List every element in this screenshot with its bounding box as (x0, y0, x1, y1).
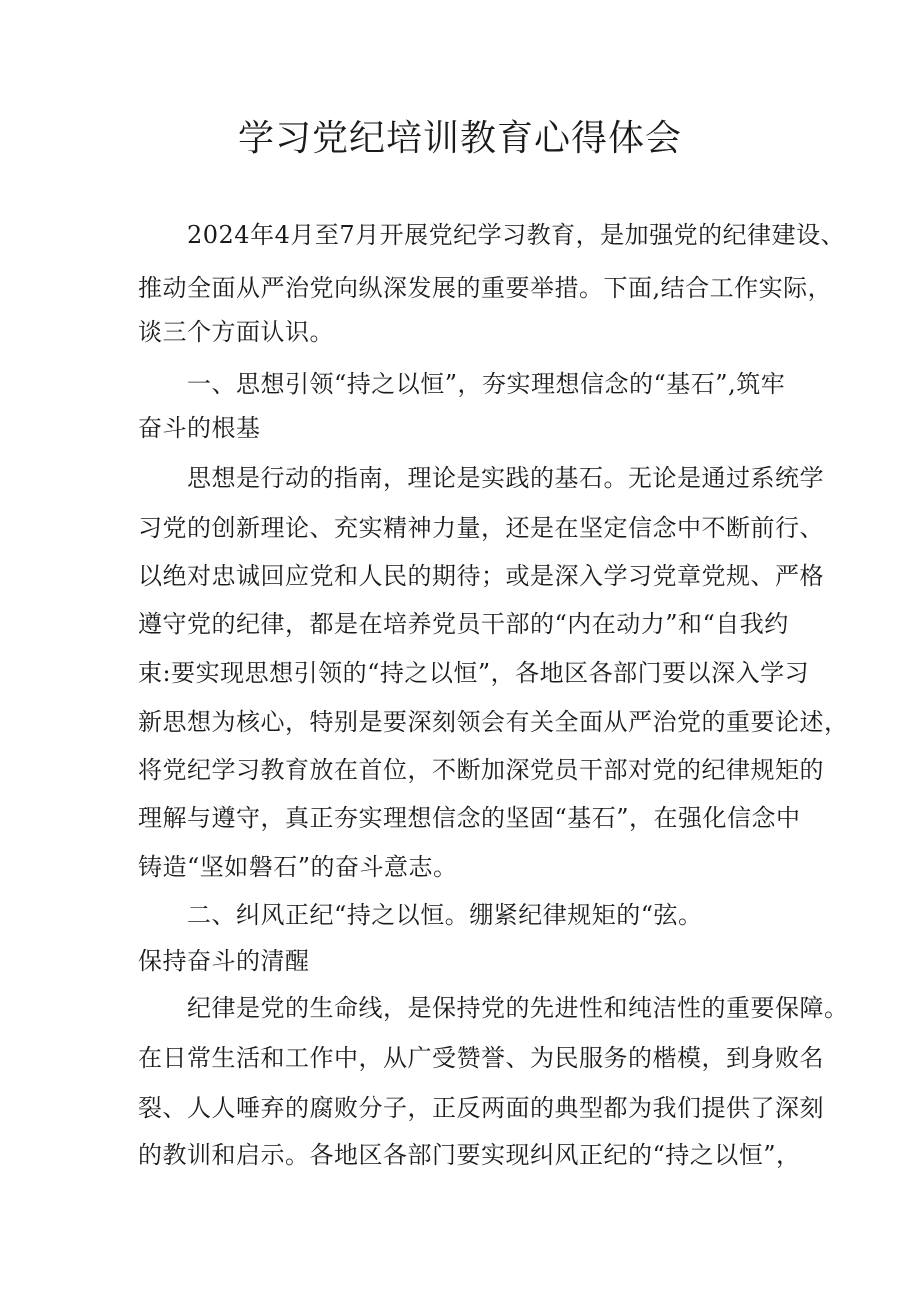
paragraph-line: 以绝对忠诚回应党和人民的期待；或是深入学习党章党规、严格 (138, 562, 824, 590)
paragraph-line: 谈三个方面认识。 (138, 318, 334, 346)
paragraph-line: 束:要实现思想引领的“持之以恒”，各地区各部门要以深入学习 (138, 659, 810, 687)
section-heading-line: 二、纠风正纪“持之以恒。绷紧纪律规矩的“弦。 (187, 901, 703, 929)
paragraph-line: 纪律是党的生命线，是保持党的先进性和纯洁性的重要保障。 (187, 994, 849, 1022)
document-title: 学习党纪培训教育心得体会 (237, 118, 682, 159)
section-heading-line: 保持奋斗的清醒 (138, 947, 310, 975)
paragraph-line: 新思想为核心，特别是要深刻领会有关全面从严治党的重要论述， (138, 708, 849, 736)
paragraph-line: 习党的创新理论、充实精神力量，还是在坚定信念中不断前行、 (138, 514, 824, 542)
paragraph-line: 推动全面从严治党向纵深发展的重要举措。下面,结合工作实际， (138, 274, 833, 302)
paragraph-line: 将党纪学习教育放在首位，不断加深党员干部对党的纪律规矩的 (138, 756, 824, 784)
paragraph-line: 理解与遵守，真正夯实理想信念的坚固“基石”，在强化信念中 (138, 804, 801, 832)
paragraph-line: 的教训和启示。各地区各部门要实现纠风正纪的“持之以恒”， (138, 1141, 801, 1169)
paragraph-line: 裂、人人唾弃的腐败分子，正反两面的典型都为我们提供了深刻 (138, 1094, 824, 1122)
section-heading-line: 奋斗的根基 (138, 414, 261, 442)
paragraph-line: 铸造“坚如磐石”的奋斗意志。 (138, 853, 458, 881)
paragraph-line: 2024年4月至7月开展党纪学习教育，是加强党的纪律建设、 (187, 221, 846, 249)
section-heading-line: 一、思想引领“持之以恒”，夯实理想信念的“基石”,筑牢 (187, 370, 786, 398)
paragraph-line: 思想是行动的指南，理论是实践的基石。无论是通过系统学 (187, 464, 824, 492)
paragraph-line: 在日常生活和工作中，从广受赞誉、为民服务的楷模，到身败名 (138, 1044, 824, 1072)
paragraph-line: 遵守党的纪律，都是在培养党员干部的“内在动力”和“自我约 (138, 610, 789, 638)
